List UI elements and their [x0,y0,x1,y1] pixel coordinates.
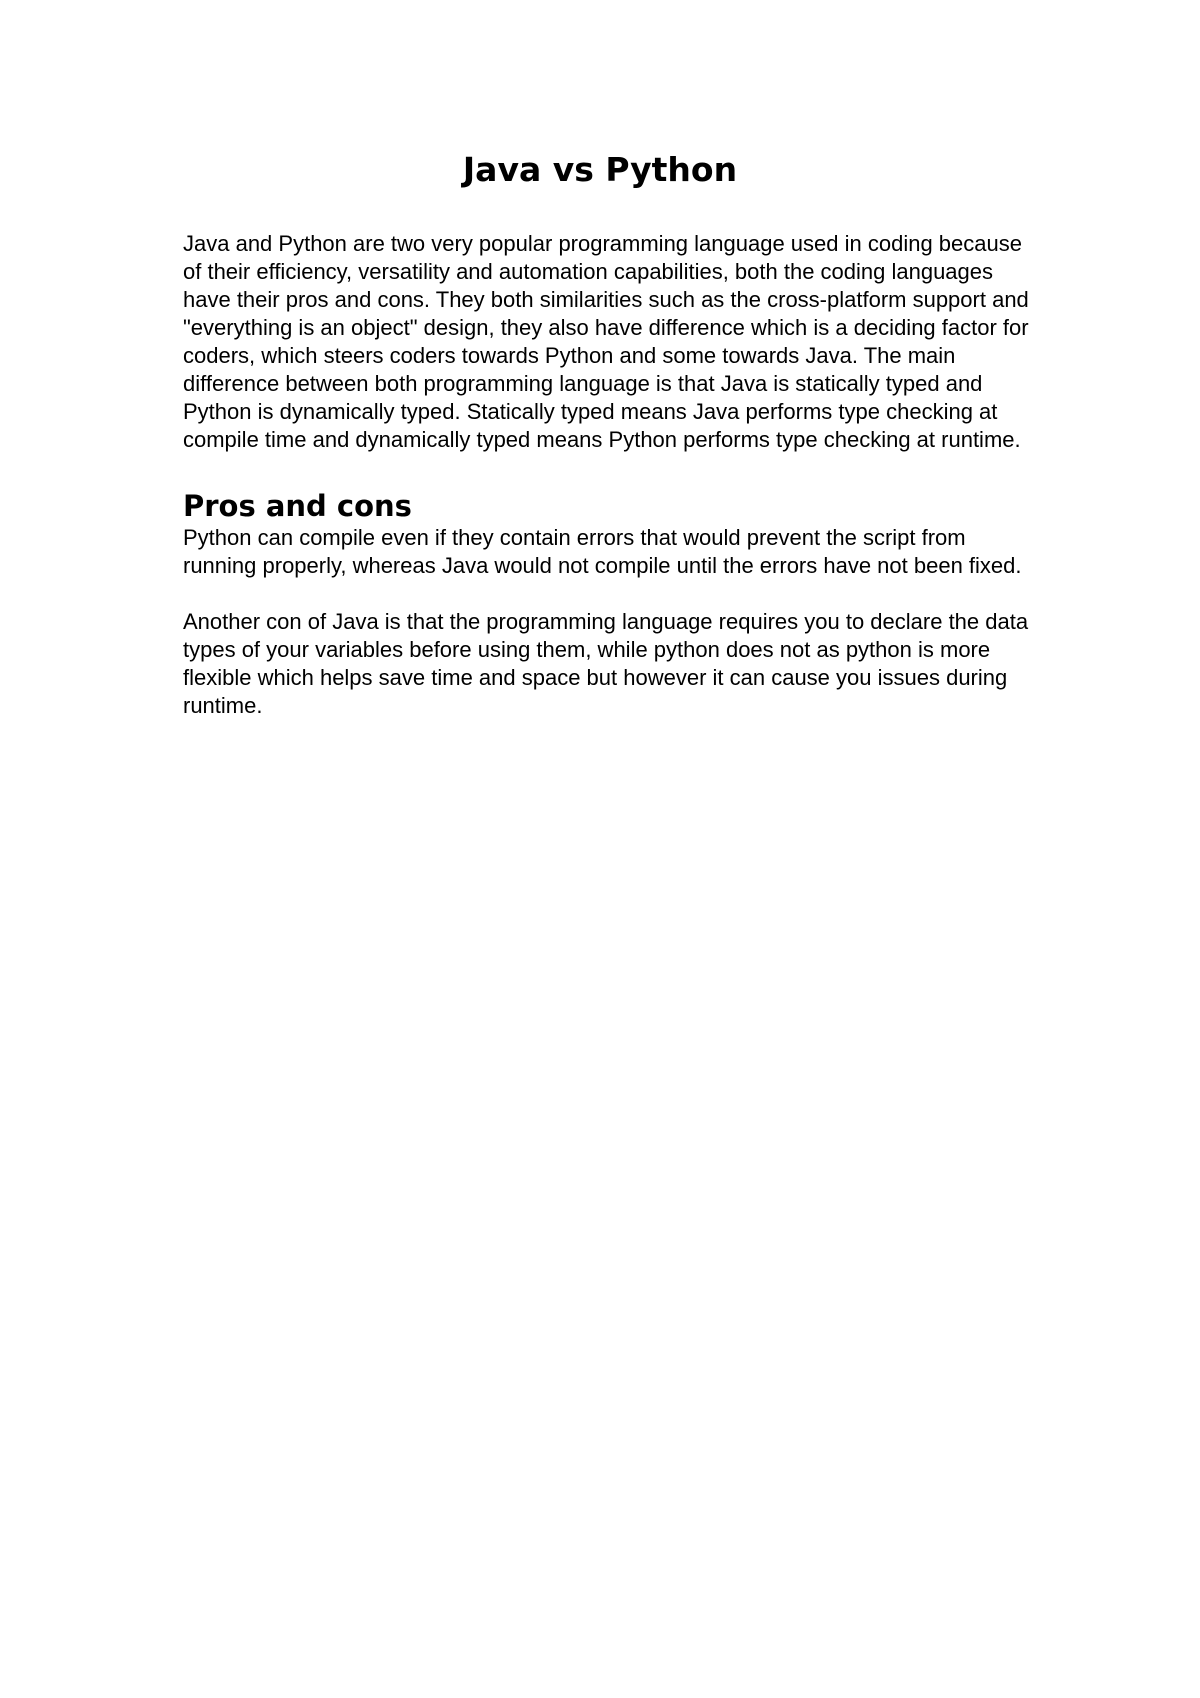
document-title: Java vs Python [462,150,738,189]
intro-paragraph: Java and Python are two very popular programming language used in coding because of their efficiency, versatility and automation capabilities, both the coding languages have their pros and cons. They both similarities such as the cross-platform support and "everything is an object" design, they also have difference which is a deciding factor for coders, which steers coders towards Python and some towards Java. The main difference between both programming language is that Java is statically typed and Python is dynamically typed. Statically typed means Java performs type checking at compile time and dynamically typed means Python performs type checking at runtime. [183,231,1029,452]
pros-cons-paragraph-1: Python can compile even if they contain errors that would prevent the script from running properly, whereas Java would not compile until the errors have not been fixed. [183,525,1022,578]
document-body [183,230,1043,720]
section-heading-pros-cons: Pros and cons [183,489,412,523]
pros-cons-paragraph-2: Another con of Java is that the programming language requires you to declare the data types of your variables before using them, while python does not as python is more flexible which helps save time and space but however it can cause you issues during runtime. [183,609,1029,718]
